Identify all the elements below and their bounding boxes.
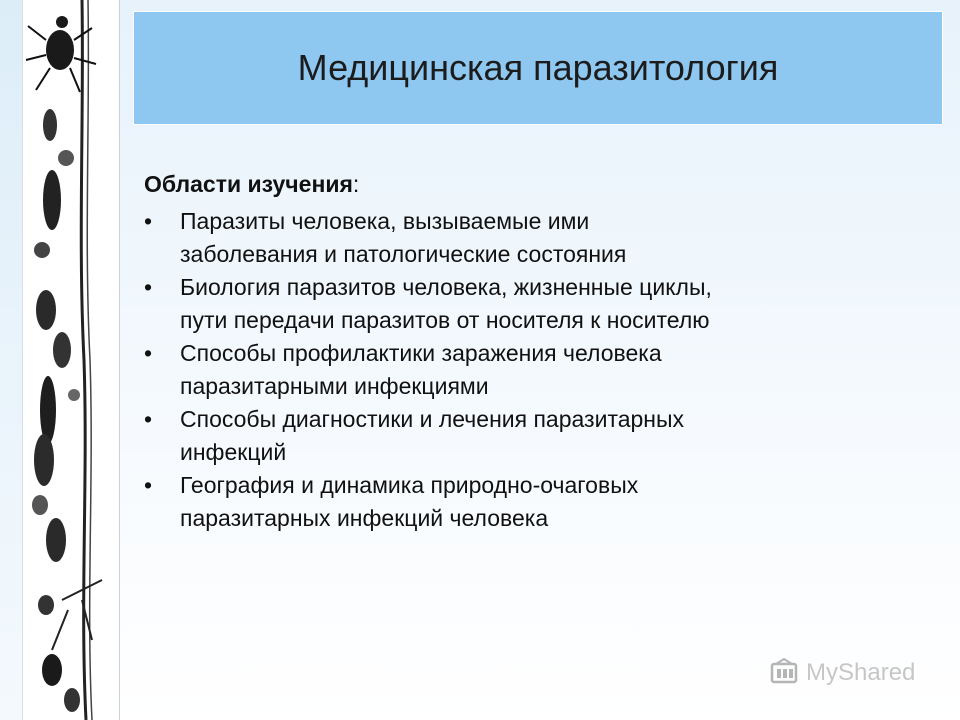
list-item-line: Способы профилактики заражения человека	[180, 340, 662, 366]
list-item-line: Паразиты человека, вызываемые ими	[180, 208, 590, 234]
watermark-brand-rest: Shared	[838, 659, 916, 686]
bullet-icon: •	[144, 340, 153, 366]
watermark-text	[806, 659, 915, 687]
bullet-icon: •	[144, 208, 153, 234]
parasite-illustration-icon	[22, 0, 118, 720]
section-heading-colon: :	[352, 171, 360, 197]
list-item	[144, 271, 944, 337]
list-item-line: Биология паразитов человека, жизненные циклы,	[180, 274, 712, 300]
bullet-icon: •	[144, 472, 153, 498]
bullet-icon: •	[144, 274, 153, 300]
watermark-brand-main: My	[806, 659, 838, 686]
list-item-line: заболевания и патологические состояния	[180, 241, 627, 267]
section-heading-text: Области изучения	[144, 171, 353, 197]
myshared-logo-icon	[770, 658, 800, 688]
page-title: Медицинская паразитология	[297, 47, 779, 88]
myshared-watermark	[770, 656, 915, 690]
section-heading	[144, 168, 944, 201]
list-item-line: пути передачи паразитов от носителя к носителю	[180, 307, 710, 333]
topics-list	[144, 205, 944, 535]
decorative-side-strip	[0, 0, 120, 720]
list-item	[144, 403, 944, 469]
list-item	[144, 205, 944, 271]
bullet-icon: •	[144, 406, 153, 432]
title-banner	[133, 11, 943, 125]
content-area	[144, 168, 944, 535]
list-item-line: паразитарных инфекций человека	[180, 505, 549, 531]
list-item-line: Способы диагностики и лечения паразитарных	[180, 406, 685, 432]
list-item-line: инфекций	[180, 439, 287, 465]
list-item-line: паразитарными инфекциями	[180, 373, 489, 399]
list-item-line: География и динамика природно-очаговых	[180, 472, 639, 498]
list-item	[144, 337, 944, 403]
list-item	[144, 469, 944, 535]
